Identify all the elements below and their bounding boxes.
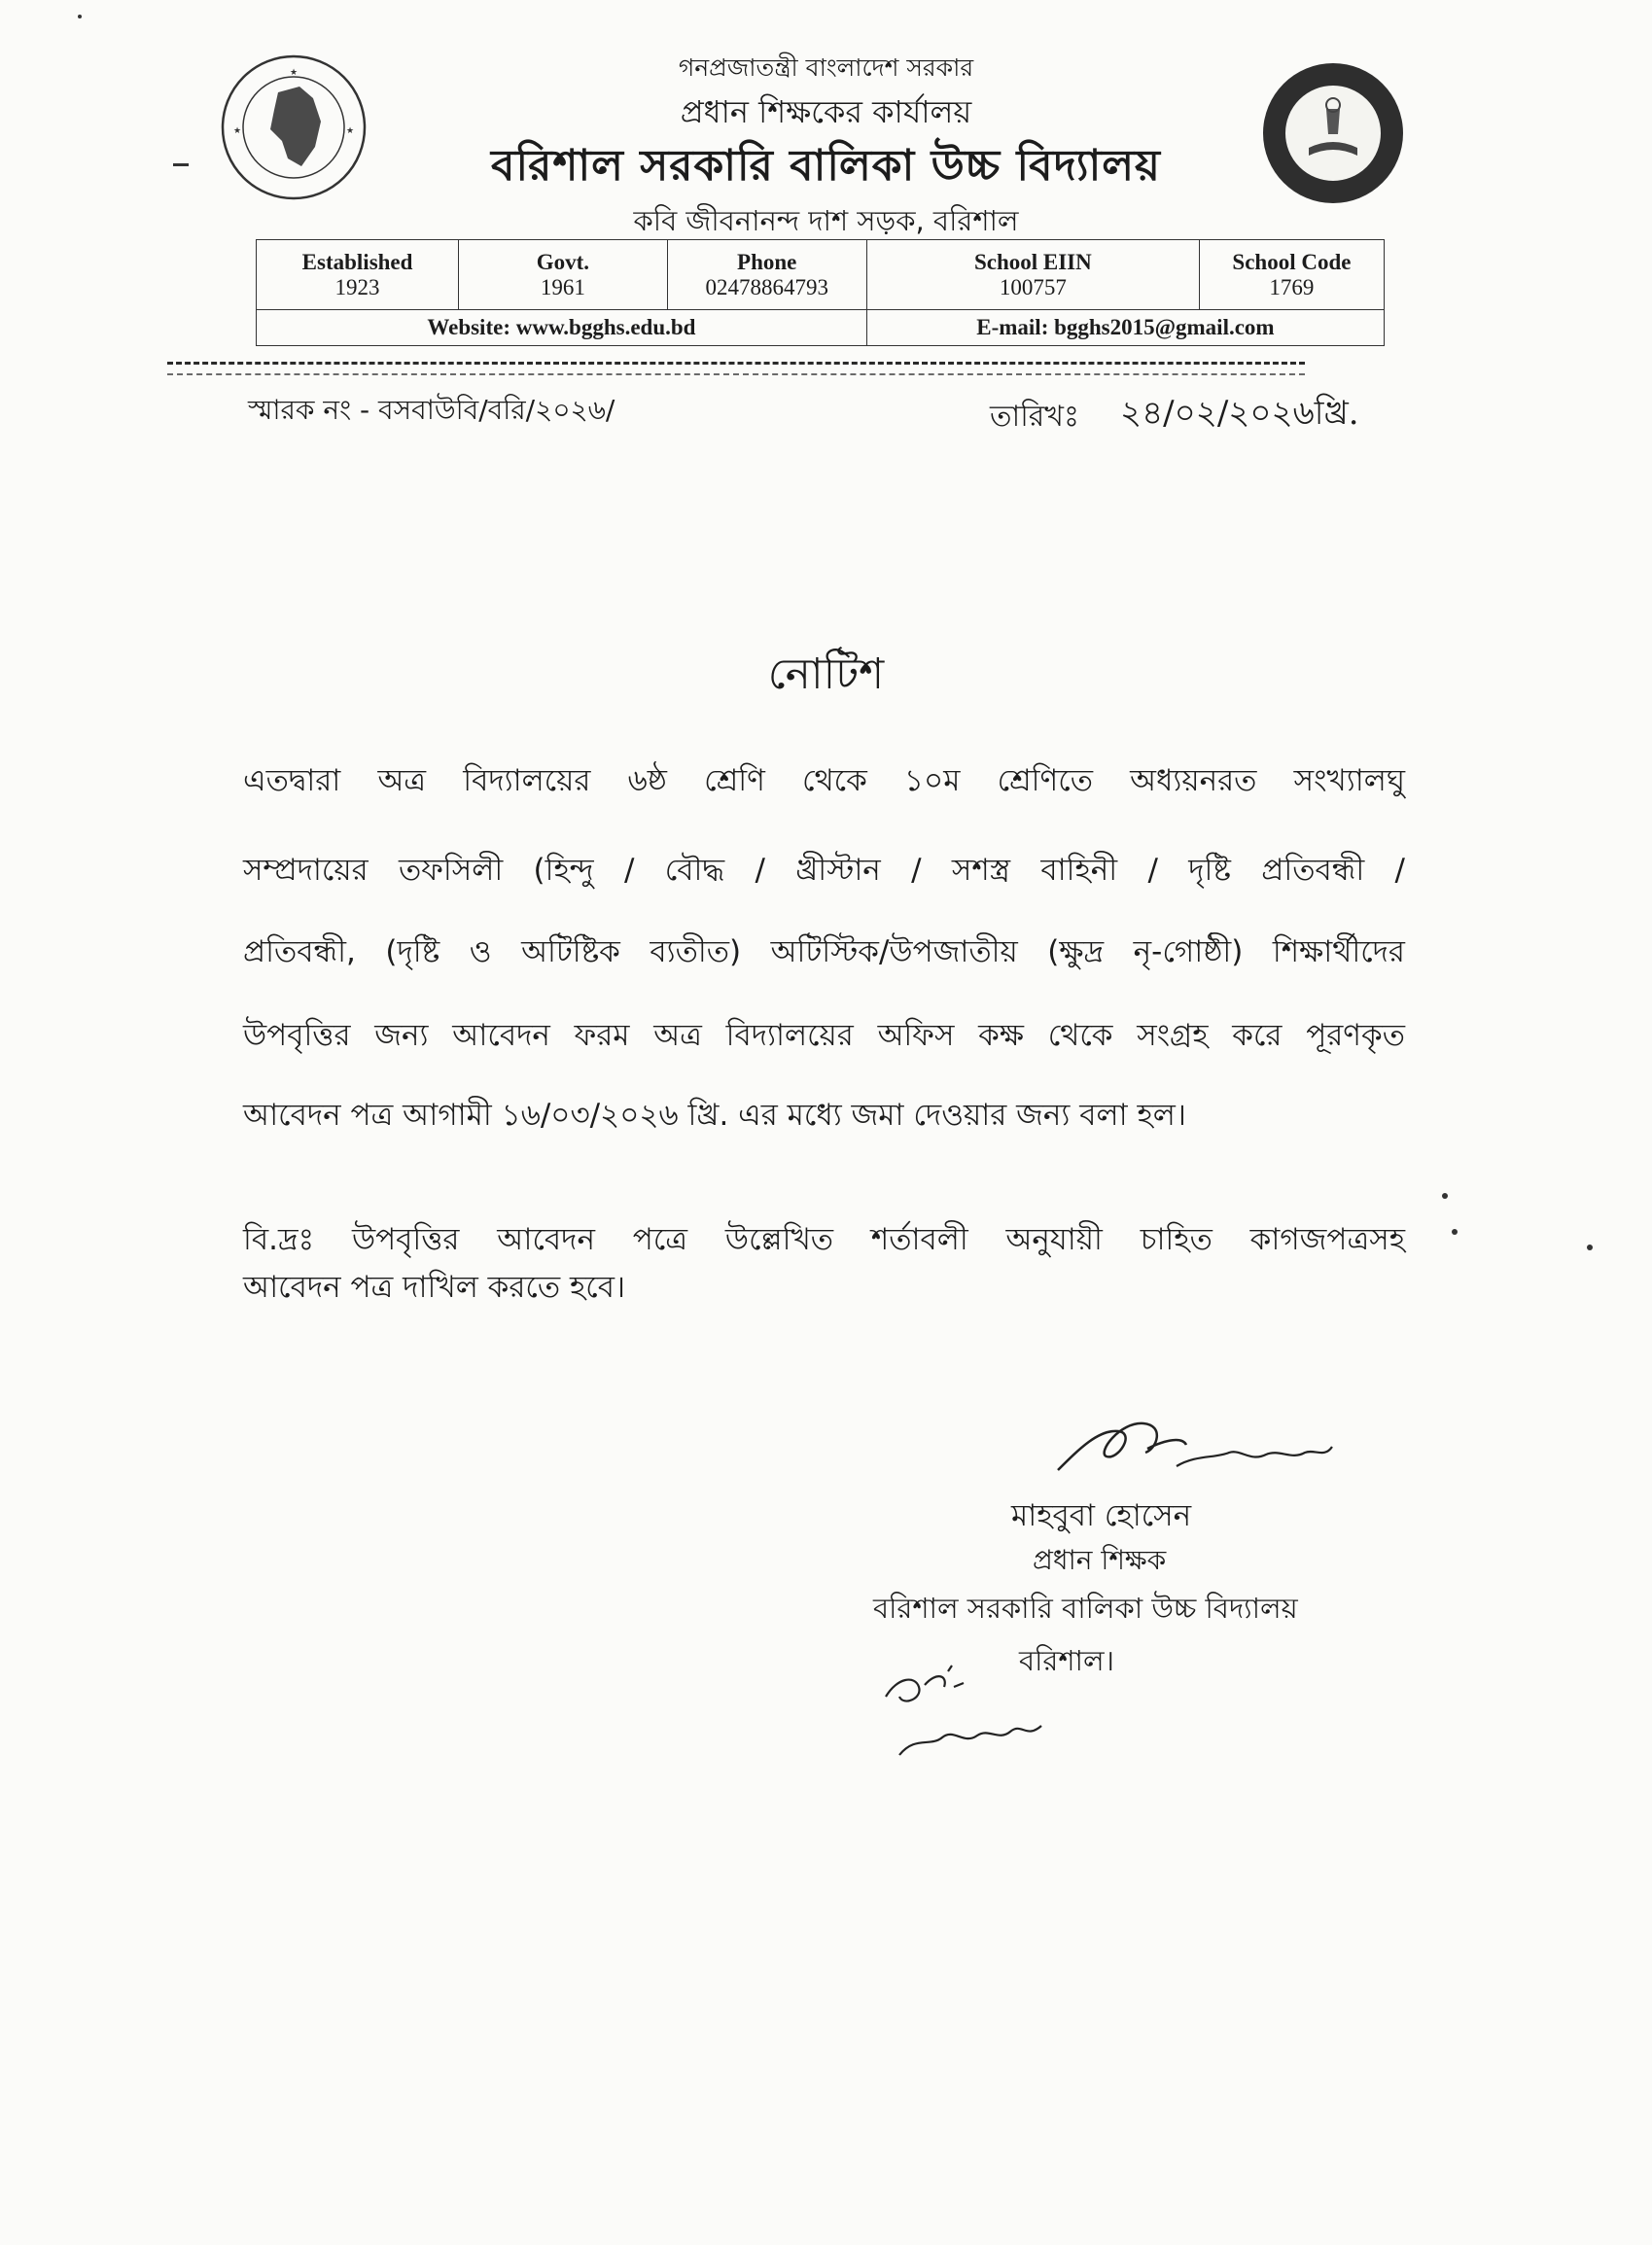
website: Website: www.bgghs.edu.bd (257, 310, 867, 346)
school-seal-icon (1260, 60, 1406, 206)
dashed-divider-secondary (167, 373, 1305, 375)
signature-image (1050, 1410, 1342, 1497)
government-name: গনপ্রজাতন্ত্রী বাংলাদেশ সরকার (678, 53, 974, 82)
nb-line: আবেদন পত্র দাখিল করতে হবে। (243, 1270, 626, 1305)
value-code: 1769 (1269, 274, 1315, 299)
table-cell-phone (667, 240, 866, 310)
table-cell-govt (459, 240, 667, 310)
table-cell-established (257, 240, 459, 310)
value-govt: 1961 (540, 274, 585, 299)
header-code: School Code (1232, 249, 1352, 274)
notice-line: এতদ্বারা অত্র বিদ্যালয়ের ৬ষ্ঠ শ্রেণি থেকে ১০ম শ্রেণিতে অধ্যয়নরত সংখ্যালঘু (243, 763, 1405, 798)
header-govt: Govt. (536, 249, 589, 274)
date-value: ২৪/০২/২০২৬খ্রি. (1120, 394, 1359, 433)
date-label: তারিখঃ (990, 400, 1079, 434)
value-established: 1923 (334, 274, 380, 299)
signatory-city: বরিশাল। (1019, 1644, 1114, 1677)
table-cell-code (1199, 240, 1384, 310)
scan-speck (1587, 1245, 1593, 1250)
initials-image (880, 1658, 1074, 1774)
notice-title: নোটিশ (767, 649, 885, 699)
svg-text:★: ★ (232, 126, 242, 136)
scan-speck (1442, 1193, 1448, 1199)
office-name: প্রধান শিক্ষকের কার্যালয় (680, 93, 972, 130)
table-cell-eiin (866, 240, 1199, 310)
email: E-mail: bgghs2015@gmail.com (866, 310, 1384, 346)
scan-speck (78, 15, 82, 18)
dashed-divider (167, 362, 1305, 365)
svg-text:★: ★ (345, 126, 355, 136)
school-name: বরিশাল সরকারি বালিকা উচ্চ বিদ্যালয় (491, 141, 1161, 191)
memo-reference: স্মারক নং - বসবাউবি/বরি/২০২৬/ (248, 394, 615, 426)
header-established: Established (301, 249, 413, 274)
header-eiin: School EIIN (973, 249, 1092, 274)
scan-speck (1452, 1229, 1458, 1235)
notice-line: প্রতিবন্ধী, (দৃষ্টি ও অটিষ্টিক ব্যতীত) অটিস্টিক/উপজাতীয় (ক্ষুদ্র নৃ-গোষ্ঠী) শিক্ষার্থীদের (243, 934, 1405, 969)
margin-mark (173, 163, 189, 166)
school-address: কবি জীবনানন্দ দাশ সড়ক, বরিশাল (633, 204, 1019, 237)
value-phone: 02478864793 (705, 274, 828, 299)
notice-line: আবেদন পত্র আগামী ১৬/০৩/২০২৬ খ্রি. এর মধ্যে জমা দেওয়ার জন্য বলা হল। (243, 1098, 1186, 1133)
signatory-school: বরিশাল সরকারি বালিকা উচ্চ বিদ্যালয় (873, 1592, 1298, 1625)
nb-line: বি.দ্রঃ উপবৃত্তির আবেদন পত্রে উল্লেখিত শর্তাবলী অনুযায়ী চাহিত কাগজপত্রসহ (243, 1222, 1405, 1257)
svg-text:★: ★ (289, 68, 299, 78)
value-eiin: 100757 (999, 274, 1067, 299)
signatory-title: প্রধান শিক্ষক (1033, 1544, 1167, 1576)
government-seal-icon (220, 53, 368, 201)
notice-line: উপবৃত্তির জন্য আবেদন ফরম অত্র বিদ্যালয়ের অফিস কক্ষ থেকে সংগ্রহ করে পূরণকৃত (243, 1018, 1405, 1053)
header-phone: Phone (737, 249, 797, 274)
signatory-name: মাহবুবা হোসেন (1011, 1498, 1192, 1533)
notice-line: সম্প্রদায়ের তফসিলী (হিন্দু / বৌদ্ধ / খ্রীস্টান / সশস্ত্র বাহিনী / দৃষ্টি প্রতিবন্ধী / (243, 853, 1405, 888)
school-info-table (256, 239, 1385, 346)
